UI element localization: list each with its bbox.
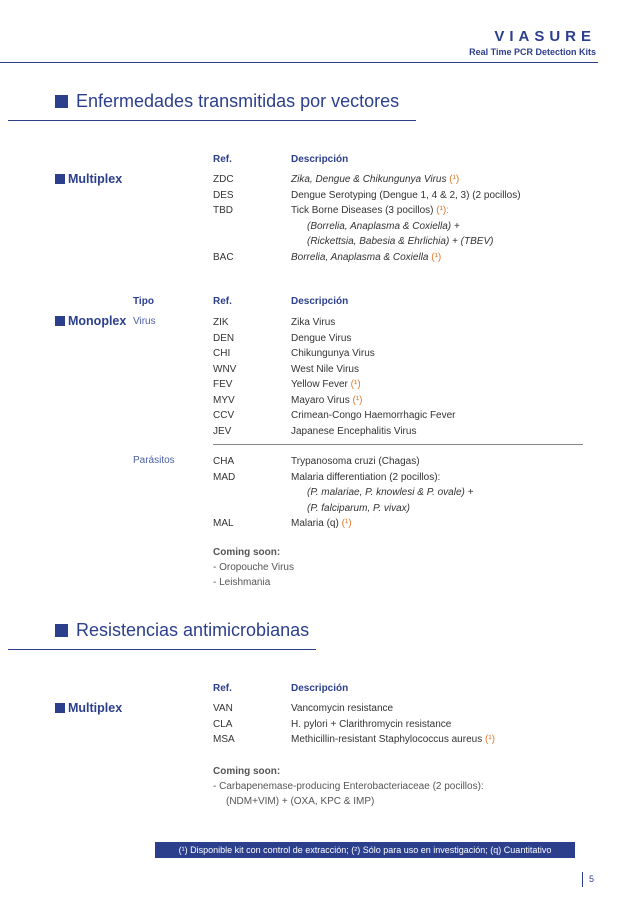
table-row: ZDC Zika, Dengue & Chikungunya Virus (¹) [213,174,460,185]
col-header-ref: Ref. [213,154,232,165]
multiplex-vectores-table [213,172,593,265]
coming-soon-label: Coming soon: [213,766,281,777]
page-number: 5 [589,874,595,884]
brand-name: VIASURE [494,28,596,45]
square-bullet-icon [55,703,65,713]
table-row: (P. falciparum, P. vivax) [307,502,411,514]
col-header-desc: Descripción [291,154,349,165]
col-header-tipo: Tipo [133,296,154,307]
col-header-desc: Descripción [291,683,349,694]
section-title-vectores: Enfermedades transmitidas por vectores [55,91,399,112]
table-row: DES Dengue Serotyping (Dengue 1, 4 & 2, 3) (2 pocillos) [213,189,521,201]
square-bullet-icon [55,624,68,637]
table-row: CHA Trypanosoma cruzi (Chagas) [213,456,420,467]
square-bullet-icon [55,174,65,184]
section-divider [8,120,416,121]
table-divider [213,444,583,445]
table-row: MAL Malaria (q) (¹) [213,518,352,529]
header-divider [0,62,598,63]
footer-note: (¹) Disponible kit con control de extracción; (²) Sólo para uso en investigación; (q) Cuantitativo [155,842,575,858]
section-divider [8,649,316,650]
table-row: MYV Mayaro Virus (¹) [213,394,363,406]
category-multiplex: Multiplex [55,701,122,715]
table-row: DEN Dengue Virus [213,332,352,344]
monoplex-parasite-table [213,454,593,532]
table-row: (Borrelia, Anaplasma & Coxiella) + [307,220,460,232]
section-title-resistencias: Resistencias antimicrobianas [55,620,309,641]
table-row: (Rickettsia, Babesia & Ehrlichia) + (TBEV) [307,236,494,247]
col-header-ref: Ref. [213,296,232,307]
table-row: BAC Borrelia, Anaplasma & Coxiella (¹) [213,251,442,263]
tipo-parasitos: Parásitos [133,455,175,466]
coming-soon-item: - Leishmania [213,577,271,588]
multiplex-resistencias-table [213,701,593,748]
square-bullet-icon [55,95,68,108]
table-row: (P. malariae, P. knowlesi & P. ovale) + [307,487,474,498]
coming-soon-label: Coming soon: [213,547,281,558]
brand-subtitle: Real Time PCR Detection Kits [469,47,596,57]
table-row: JEV Japanese Encephalitis Virus [213,425,417,437]
square-bullet-icon [55,316,65,326]
table-row: VAN Vancomycin resistance [213,703,394,714]
table-row: ZIK Zika Virus [213,317,336,328]
category-multiplex: Multiplex [55,172,122,186]
table-row: CLA H. pylori + Clarithromycin resistance [213,718,452,730]
table-row: CCV Crimean-Congo Haemorrhagic Fever [213,410,456,421]
coming-soon-item: (NDM+VIM) + (OXA, KPC & IMP) [226,796,375,807]
coming-soon-item: - Carbapenemase-producing Enterobacteriaceae (2 pocillos): [213,781,484,792]
table-row: MAD Malaria differentiation (2 pocillos): [213,471,441,483]
page-number-divider [582,872,583,887]
monoplex-virus-table [213,315,593,439]
category-monoplex: Monoplex [55,314,126,328]
col-header-desc: Descripción [291,296,349,307]
col-header-ref: Ref. [213,683,232,694]
table-row: FEV Yellow Fever (¹) [213,379,361,390]
table-row: CHI Chikungunya Virus [213,348,375,359]
coming-soon-item: - Oropouche Virus [213,562,294,573]
table-row: WNV West Nile Virus [213,363,359,375]
table-row: TBD Tick Borne Diseases (3 pocillos) (¹): [213,205,450,216]
tipo-virus: Virus [133,316,156,327]
brand-header [469,28,596,57]
table-row: MSA Methicillin-resistant Staphylococcus aureus (¹) [213,734,495,745]
